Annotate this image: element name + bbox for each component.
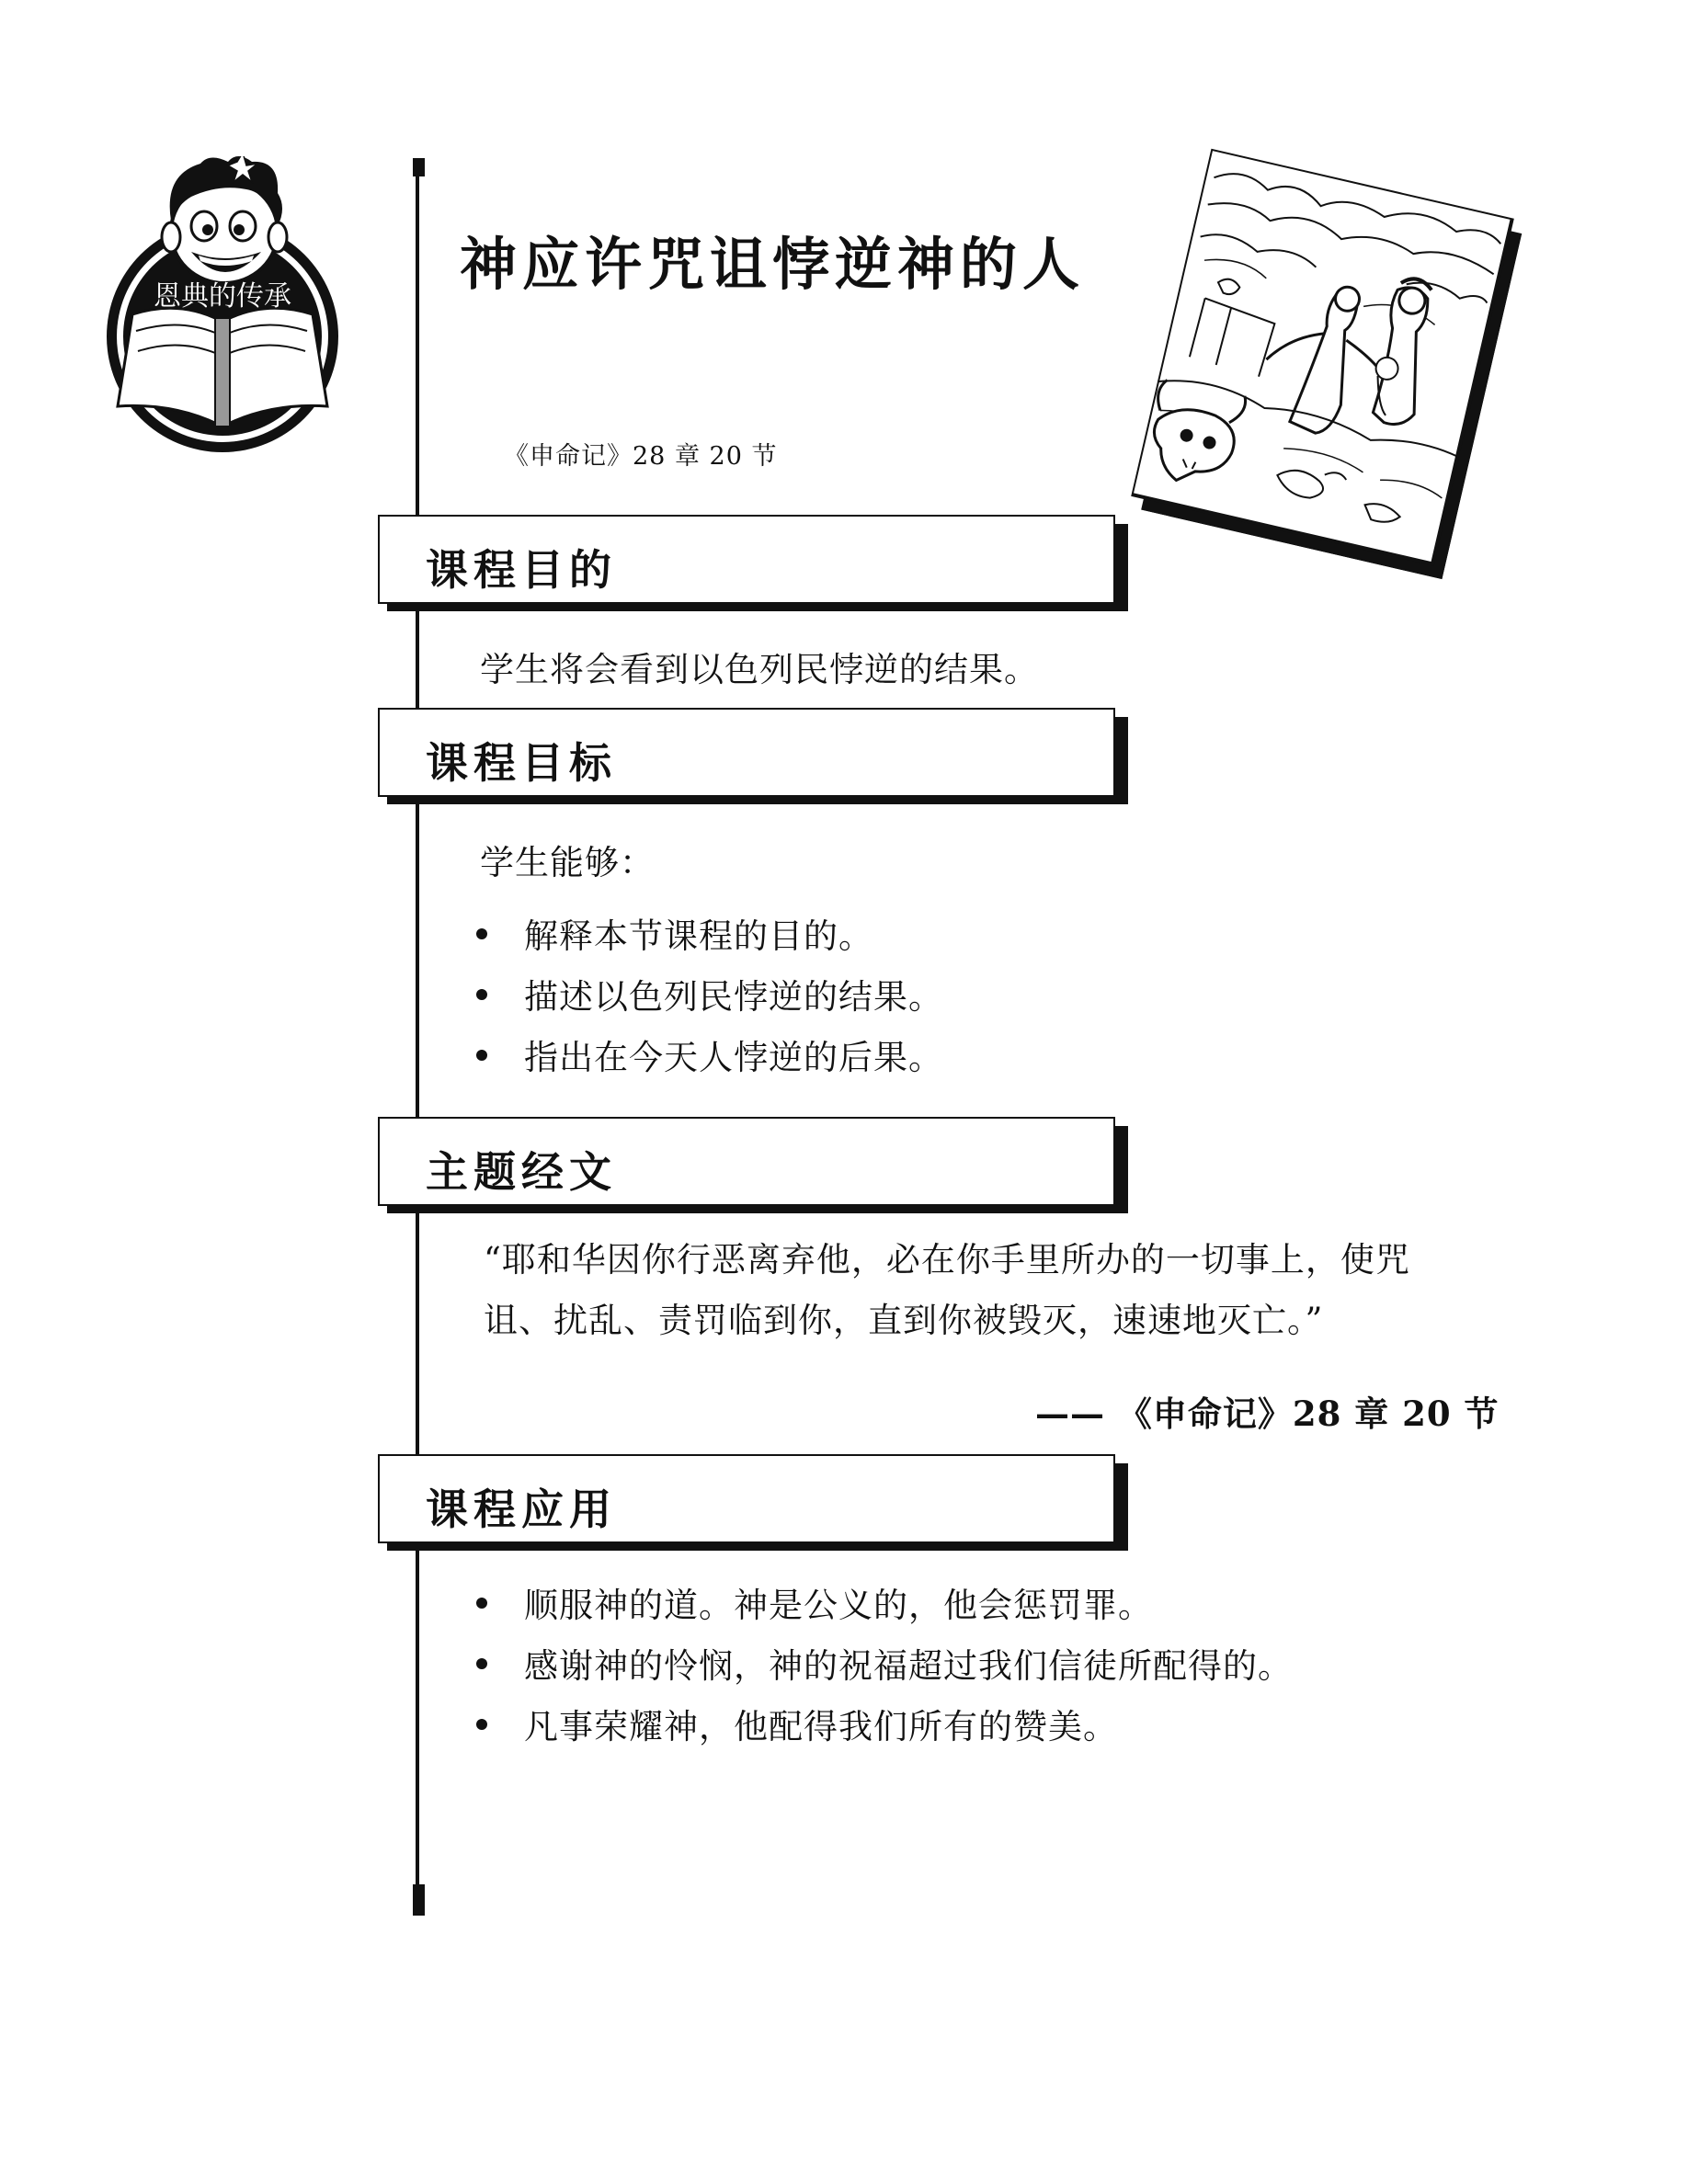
- section-header-theme-verse: [378, 1117, 1126, 1210]
- logo-text: 恩典的传承: [154, 280, 291, 313]
- section-header-box: [378, 515, 1115, 604]
- bullet-icon: [476, 1658, 487, 1669]
- lesson-illustration: [1128, 149, 1524, 579]
- timeline-cap-bottom: [413, 1884, 425, 1916]
- scripture-reference: 《申命记》28 章 20 节: [504, 442, 778, 471]
- section-header-application: [378, 1454, 1126, 1547]
- section-header-box: [378, 1454, 1115, 1543]
- section-header-objectives: [378, 708, 1126, 801]
- timeline-rule: [416, 164, 419, 1908]
- theme-verse-source: —— 《申命记》28 章 20 节: [1035, 1393, 1500, 1434]
- purpose-text: 学生将会看到以色列民悖逆的结果。: [480, 650, 1039, 689]
- theme-verse-line-2: 诅、扰乱、责罚临到你，直到你被毁灭，速速地灭亡。”: [484, 1301, 1324, 1340]
- section-header-box: [378, 708, 1115, 797]
- section-heading: 主题经文: [426, 1147, 617, 1197]
- section-heading: 课程应用: [426, 1484, 617, 1534]
- section-header-box: [378, 1117, 1115, 1206]
- lesson-title: 神应许咒诅悖逆神的人: [460, 231, 1086, 298]
- section-heading: 课程目标: [426, 738, 617, 788]
- section-header-purpose: [378, 515, 1126, 608]
- bullet-icon: [476, 989, 487, 1000]
- theme-verse-line-1: “耶和华因你行恶离弃他，必在你手里所办的一切事上，使咒: [484, 1240, 1410, 1280]
- timeline-cap-top: [413, 158, 425, 176]
- heritage-of-grace-logo: [99, 156, 346, 458]
- section-heading: 课程目的: [426, 545, 617, 595]
- bullet-icon: [476, 1719, 487, 1730]
- bullet-icon: [476, 928, 487, 939]
- bullet-icon: [476, 1050, 487, 1061]
- objectives-intro: 学生能够：: [480, 843, 655, 882]
- bullet-icon: [476, 1598, 487, 1609]
